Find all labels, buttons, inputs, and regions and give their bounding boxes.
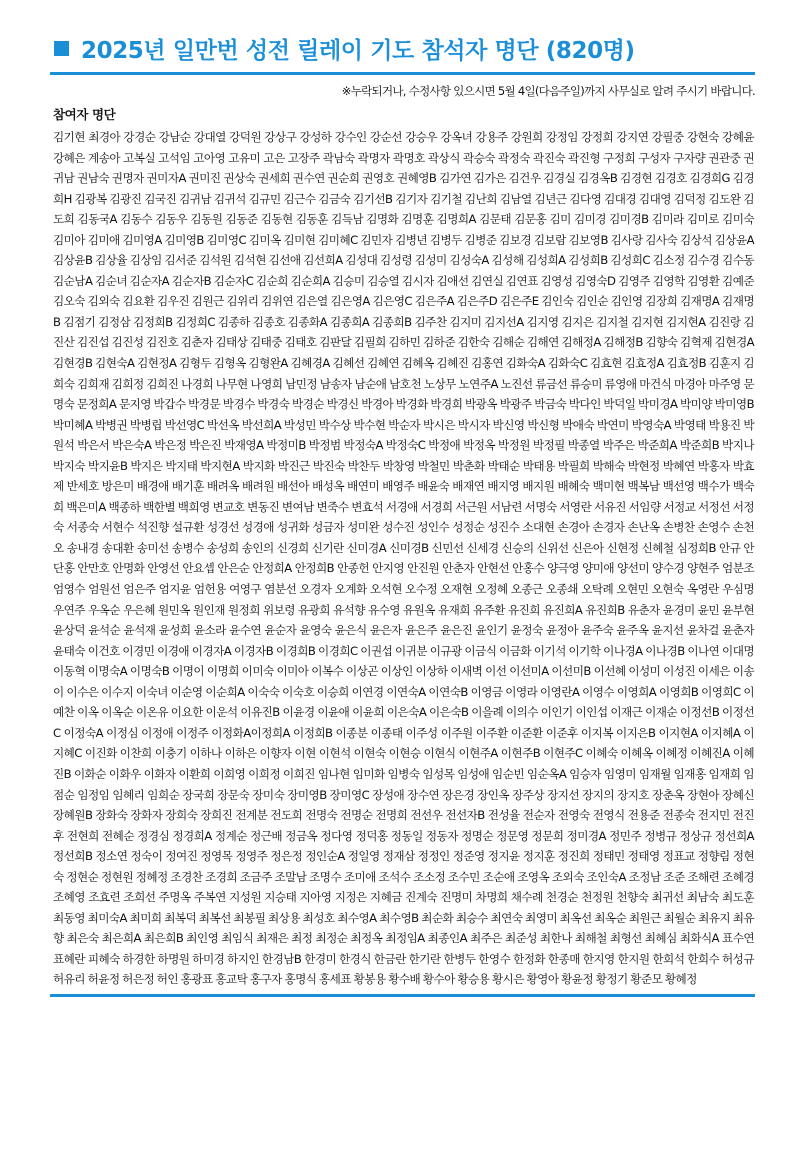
section-label: 참여자 명단 bbox=[53, 107, 116, 122]
title-underline bbox=[50, 72, 755, 75]
title-row bbox=[50, 28, 755, 68]
notice-text: ※누락되거나, 수정사항 있으시면 5월 4일(다음주일)까지 사무실로 알려 주시기 바랍니다. bbox=[341, 84, 755, 98]
document-page bbox=[50, 28, 755, 997]
page-title: 2025년 일만번 성전 릴레이 기도 참석자 명단 (820명) bbox=[81, 37, 635, 64]
blue-square-icon bbox=[54, 41, 69, 56]
bottom-rule bbox=[50, 994, 755, 997]
attendee-name-list: 김기현 최경아 강경순 강남순 강대열 강덕원 강상구 강성하 강수인 강순선 강승우 강옥녀 강용주 강원희 강정임 강정희 강지연 강필중 강현숙 강혜윤 강혜은 계송아 고복실 고석임 고아영 고유미 고은 고장주 곽남숙 곽명자 곽명호 곽상식 곽승숙 곽정숙 곽진숙 곽진형 구정희 구성자 구자량 권관중 권귀남 권남숙 권명자 권미자A 권미진 권상숙 권세희 권수연 권순희 권영호 권혜영B 김가연 김가은 김건우 김경실 김경옥B 김경현 김경호 김경희G 김경희H 김광복 김광진 김국진 김귀남 김귀석 김규민 김근수 김금숙 김기선B 김기자 김기철 김난희 김남열 김년근 김다영 김대경 김대영 김덕정 김도완 김도희 김동국A 김동수 김동우 김동원 김동준 김동현 김동훈 김득남 김명화 김명훈 김명희A 김문태 김문홍 김미 김미경 김미경B 김미라 김미로 김미숙 김미아 김미애 김미영A 김미영B 김미영C 김미옥 김미현 김미혜C 김민자 김병년 김병두 김병준 김보경 김보람 김보영B 김사랑 김사숙 김상석 김상윤A 김상윤B 김상율 김상임 김서준 김석원 김석현 김선애 김선희A 김성대 김성령 김성미 김성숙A 김성해 김성희A 김성희B 김성희C 김소정 김수경 김수동 김순남A 김순녀 김순자A 김순자B 김순자C 김순희 김순희A 김승미 김승열 김시자 김애선 김연실 김연표 김영성 김영숙D 김영주 김영학 김영환 김예준 김오숙 김외숙 김요환 김우진 김원근 김위리 김위연 김은열 김은영A 김은영C 김은주A 김은주D 김은주E 김인숙 김인순 김인영 김장희 김재명A 김재명B 김점기 김정삼 김정희B 김정희C 김종하 김종호 김종화A 김종희A 김종희B 김주찬 김지미 김지선A 김지영 김지은 김지철 김지현 김지현A 김진랑 김진산 김진섭 김진성 김진호 김춘자 김태상 김태중 김태호 김판달 김필희 김하민 김하준 김한숙 김해순 김해연 김해정A 김해정B 김향숙 김혁제 김현경A 김현경B 김현숙A 김현정A 김형두 김형옥 김형완A 김혜경A 김혜선 김혜연 김혜옥 김혜진 김홍연 김화숙A 김화숙C 김효현 김효정A 김효정B 김훈지 김희숙 김희재 김희정 김희진 나경희 나무현 나영희 남민정 남송자 남순애 남호천 노상무 노연주A 노진선 류금선 류승미 류영애 마건식 마경아 마주영 문명숙 문정희A 문지영 박갑수 박경문 박경수 박경숙 박경순 박경신 박경아 박경화 박경희 박광옥 박광주 박금숙 박다인 박덕일 박미경A 박미양 박미영B 박미혜A 박병권 박병립 박선영C 박선옥 박선희A 박성민 박수상 박수현 박순자 박시은 박시자 박신영 박신형 박애숙 박연미 박영숙A 박영태 박용진 박원석 박은서 박은숙A 박은정 박은진 박재영A 박정미B 박정범 박정숙A 박정숙C 박정애 박정옥 박정원 박정필 박종열 박주은 박준희A 박준희B 박지나 박지숙 박지윤B 박지은 박지태 박지현A 박지화 박진근 박진숙 박찬두 박창영 박철민 박춘화 박태순 박태용 박필희 박해숙 박현정 박혜연 박홍자 박효제 반세호 방은미 배경애 배기훈 배려옥 배려원 배선아 배성옥 배연미 배영주 배윤숙 배재연 배지영 배지원 배혜숙 백미현 백복남 백선영 백수가 백숙희 백은미A 백종하 백한별 백희영 변교호 변동진 변여남 변죽수 변효석 서경애 서경희 서근원 서남련 서명숙 서영란 서유진 서임량 서정교 서정선 서정숙 서종숙 서현수 석진향 설규환 성경선 성경애 성귀화 성금자 성미완 성수진 성인수 성정순 성진수 소대현 손경아 손경자 손난옥 손병찬 손영수 손천오 송내경 송대환 송미선 송병수 송성희 송인의 신경희 신기란 신미경A 신미경B 신민선 신세경 신승의 신위선 신은아 신현정 신혜철 심정희B 안규 안단홍 안만호 안명화 안영선 안요셉 안은순 안정희A 안정희B 안종헌 안지영 안진원 안춘자 안현선 안홍수 양극영 양미애 양선미 양수경 양현주 엄분조 엄영수 엄원선 엄은주 엄지윤 엄헌용 여영구 염분선 오경자 오계화 오석현 오수정 오재현 오정혜 오종근 오종쇄 오탁례 오현민 오현숙 옥영란 우심명 우연주 우옥순 우은혜 원민옥 원인재 원정희 위보령 유광희 유석향 유수영 유원옥 유재희 유주환 유진희 유진희A 유진희B 유춘자 윤경미 윤민 윤부현 윤상덕 윤석순 윤석재 윤성희 윤소라 윤수연 윤순자 윤영숙 윤은식 윤은자 윤은주 윤은진 윤인기 윤정숙 윤정아 윤주숙 윤주옥 윤지선 윤차걸 윤춘자 윤태숙 이건호 이경민 이경애 이경자A 이경자B 이경희B 이경희C 이권섭 이귀분 이규광 이금식 이금화 이기석 이기학 이나경A 이나경B 이나연 이대명 이동혁 이명숙A 이명숙B 이명이 이명희 이미숙 이미아 이복수 이상곤 이상인 이상하 이새벽 이선 이선미A 이선미B 이선혜 이성미 이성진 이세은 이송이 이수은 이수지 이숙녀 이순영 이순희A 이숙숙 이숙호 이승희 이연경 이연숙A 이연숙B 이영금 이영라 이영란A 이영수 이영희A 이영희B 이영희C 이예찬 이옥 이옥순 이온유 이요한 이운석 이유진B 이윤경 이윤애 이윤희 이은숙A 이은숙B 이을례 이의수 이인기 이인섭 이재근 이재순 이정선B 이정선C 이정숙A 이정심 이정애 이정주 이정화A이정희A 이정희B 이종분 이종태 이주성 이주원 이주환 이준환 이준후 이지복 이지은B 이지현A 이지혜A 이지혜C 이진화 이찬희 이충기 이하나 이하은 이향자 이현 이현석 이현숙 이현승 이현식 이현주A 이현주B 이현주C 이혜숙 이혜옥 이혜정 이혜진A 이혜진B 이화순 이화우 이화자 이환희 이희영 이희정 이희진 임나현 임미화 임병숙 임성목 임성애 임순빈 임순옥A 임승자 임영미 임재월 임재홍 임재희 임점순 임정임 임혜리 임희순 장국희 장문숙 장미숙 장미영B 장미영C 장성애 장수연 장은경 장인옥 장주상 장지선 장지의 장지호 장춘옥 장현아 장혜신 장혜원B 장화숙 장화자 장희숙 장희진 전계분 전도희 전명숙 전명순 전명희 전선우 전선자B 전성율 전순자 전영숙 전영식 전용준 전종숙 전지민 전진후 전현희 전혜순 정경심 정경희A 정계순 정근배 정금옥 정다영 정덕홍 정동일 정동자 정명순 정문영 정문희 정미경A 정민주 정병규 정상규 정선희A 정선희B 정소연 정숙이 정여진 정영목 정영주 정은정 정인순A 정일영 정재삼 정정인 정준영 정지윤 정지훈 정진희 정태민 정태영 정표교 정향림 정현숙 정현순 정현원 정혜정 조경찬 조경희 조금주 조말남 조명수 조미애 조석수 조소정 조수민 조순애 조영옥 조외숙 조인숙A 조정남 조준 조해련 조혜경 조혜영 조효련 조희선 주명옥 주복연 지성원 지승태 지아영 지정은 지혜금 진계숙 진명미 차명희 채수례 천경순 천정원 천향숙 최귀선 최남숙 최도훈 최동영 최미숙A 최미희 최복덕 최복선 최봉필 최상용 최성호 최수영A 최수영B 최순화 최승수 최연숙 최영미 최옥선 최옥순 최원근 최월순 최유지 최유향 최은숙 최은희A 최은희B 최인영 최임식 최재은 최정 최정순 최정옥 최정임A 최종인A 최주은 최준성 최한나 최해철 최형선 최혜심 최화식A 표수연 표혜란 피혜숙 하경한 하명원 하미경 하지인 한경남B 한경미 한경식 한금란 한기란 한병두 한영수 한정화 한종매 한지영 한지원 한희석 한희수 허성규 허유리 허윤정 허은정 허인 홍광표 홍교탁 홍구자 홍명식 홍세표 황봉용 황수배 황수아 황승용 황시은 황영아 황윤정 황정기 황준모 황혜정 bbox=[53, 130, 754, 987]
